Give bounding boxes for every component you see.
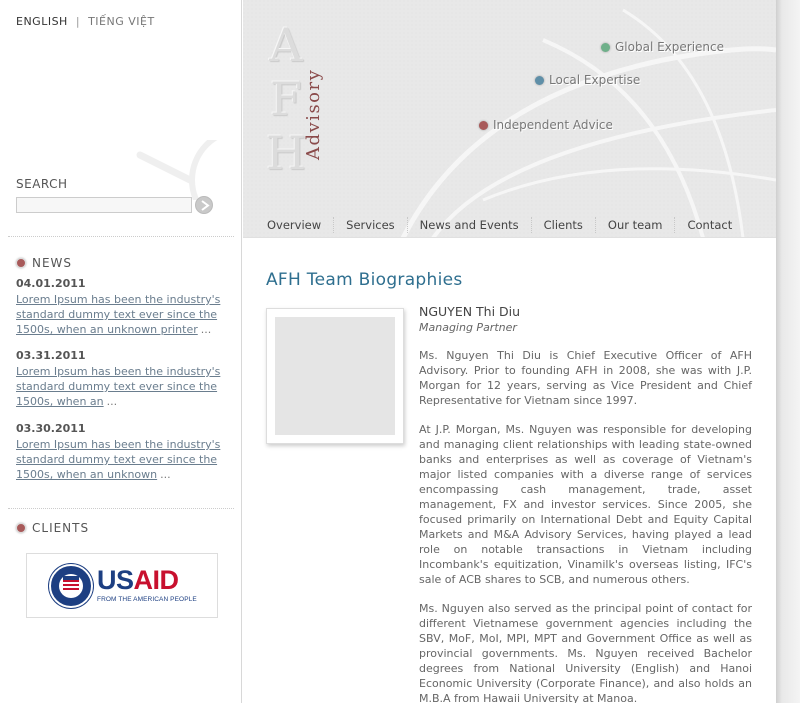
sidebar — [0, 0, 242, 703]
brand-letters: A F H — [265, 18, 311, 180]
news-link[interactable]: Lorem Ipsum has been the industry's standard dummy text ever since the 1500s, when an unknown printer — [16, 293, 221, 336]
nav-our-team[interactable]: Our team — [596, 217, 676, 233]
bullet-icon — [479, 121, 488, 130]
bullet-icon — [16, 258, 26, 268]
feature-independent-advice: Independent Advice — [479, 118, 613, 132]
bullet-icon — [16, 523, 26, 533]
divider — [8, 236, 234, 237]
lang-separator: | — [75, 15, 81, 28]
search-label: SEARCH — [16, 177, 68, 191]
nav-services[interactable]: Services — [334, 217, 408, 233]
bio-paragraph: Ms. Nguyen also served as the principal point of contact for different Vietnamese government agencies including the SBV, MoF, MoI, MPI, MPT and Government Office as well as provincial governments. Ms. Nguyen received Bachelor degrees from National University (English) and Hanoi Economic University (Corporate Finance), and also holds an M.B.A from Hawaii University at Manoa. — [419, 602, 752, 703]
nav-news-and-events[interactable]: News and Events — [408, 217, 532, 233]
news-date: 04.01.2011 — [16, 277, 86, 290]
news-link[interactable]: Lorem Ipsum has been the industry's standard dummy text ever since the 1500s, when an unknown — [16, 438, 221, 481]
person-name: NGUYEN Thi Diu — [419, 304, 521, 319]
nav-contact[interactable]: Contact — [687, 218, 733, 232]
clients-heading-label: CLIENTS — [32, 521, 90, 535]
page-shadow — [776, 0, 800, 703]
search-input[interactable] — [16, 197, 192, 213]
news-link[interactable]: Lorem Ipsum has been the industry's standard dummy text ever since the 1500s, when an — [16, 365, 221, 408]
usaid-tagline: FROM THE AMERICAN PEOPLE — [97, 596, 197, 603]
news-item — [16, 277, 226, 337]
search-button[interactable] — [195, 196, 213, 214]
brand-word: Advisory — [303, 68, 324, 160]
lang-vietnamese-link[interactable]: TIẾNG VIỆT — [88, 15, 155, 28]
news-heading-label: NEWS — [32, 256, 73, 270]
nav-overview[interactable]: Overview — [255, 217, 334, 233]
bullet-icon — [535, 76, 544, 85]
client-logo-usaid[interactable] — [26, 553, 218, 618]
header-banner — [243, 0, 776, 238]
news-heading — [16, 256, 72, 270]
feature-local-expertise: Local Expertise — [535, 73, 640, 87]
profile-photo — [266, 308, 404, 444]
clients-heading — [16, 521, 89, 535]
bio-paragraph: Ms. Nguyen Thi Diu is Chief Executive Officer of AFH Advisory. Prior to founding AFH in 2008, she was with J.P. Morgan for 12 years, serving as Vice President and Chief Representative for Vietnam since 1997. — [419, 349, 752, 407]
bio-paragraph: At J.P. Morgan, Ms. Nguyen was responsible for developing and managing client relationships with leading state-owned banks and enterprises as well as coverage of Vietnam's major listed companies with a diverse range of services encompassing cash management, trade, asset management, FX and investor services. Since 2005, she focused primarily on International Debt and Equity Capital Markets and M&A Advisory Services, having played a lead role on notable transactions in Vietnam including Incombank's equitization, Vinamilk's overseas listing, IFC's sale of ACB shares to SCB, and numerous others. — [419, 423, 752, 586]
lang-english-link[interactable]: ENGLISH — [16, 15, 68, 28]
bullet-icon — [601, 43, 610, 52]
magnifier-decoration-icon — [130, 140, 242, 200]
news-more[interactable]: ... — [160, 468, 171, 481]
biography-text — [419, 348, 752, 703]
nav-clients[interactable]: Clients — [532, 217, 596, 233]
feature-global-experience: Global Experience — [601, 40, 724, 54]
arrow-right-icon — [200, 200, 210, 211]
divider — [8, 508, 234, 509]
main-nav — [255, 215, 744, 235]
news-item — [16, 349, 226, 409]
person-role: Managing Partner — [419, 321, 517, 334]
page-title: AFH Team Biographies — [266, 270, 463, 290]
news-item — [16, 422, 226, 482]
language-switcher — [16, 15, 155, 28]
news-date: 03.31.2011 — [16, 349, 86, 362]
news-more[interactable]: ... — [106, 395, 118, 408]
news-more[interactable]: ... — [200, 323, 212, 336]
usaid-wordmark: USAID — [97, 565, 179, 595]
usaid-seal-icon — [49, 564, 93, 608]
news-date: 03.30.2011 — [16, 422, 86, 435]
